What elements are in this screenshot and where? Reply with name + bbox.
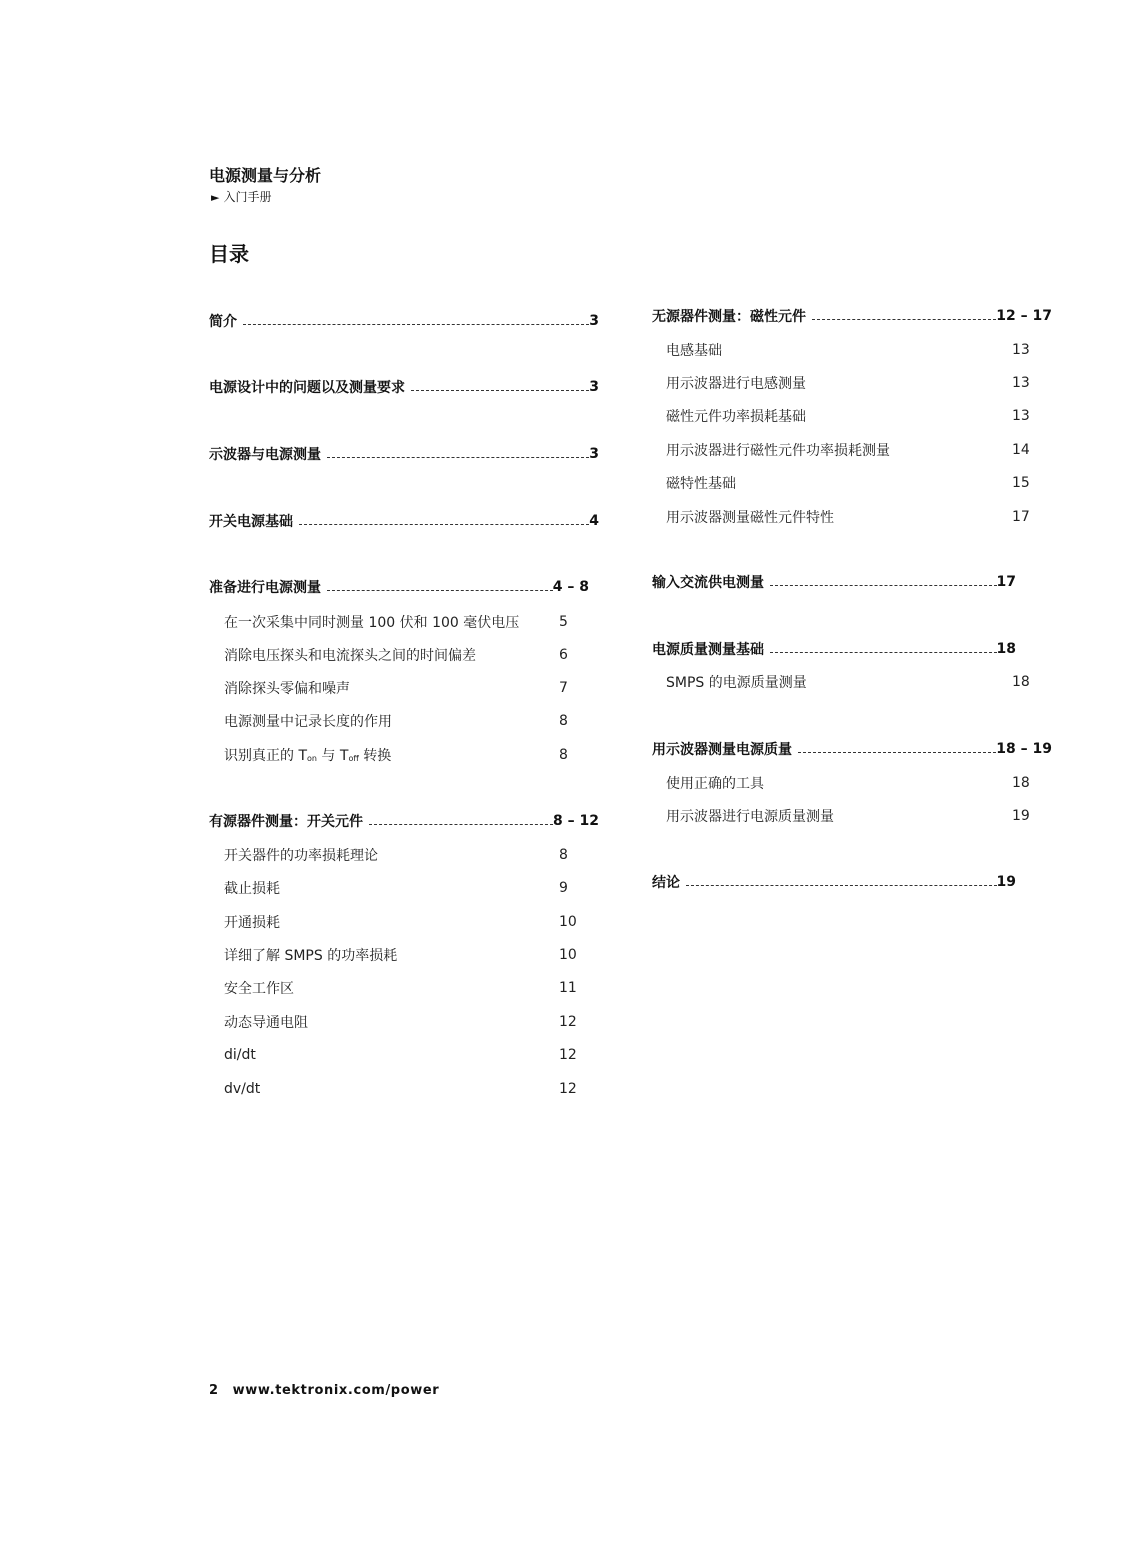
toc-subentry-title: 消除电压探头和电流探头之间的时间偏差: [224, 648, 476, 664]
text-fragment: 识别真正的: [224, 748, 299, 764]
document-title: 电源测量与分析: [209, 166, 322, 185]
toc-subentry-title: 消除探头零偏和噪声: [224, 681, 350, 697]
text-fragment: 转换: [358, 748, 392, 764]
toc-entry-page: 4 – 8: [552, 579, 589, 595]
toc-subentry[interactable]: [666, 405, 1052, 427]
toc-entry-page: 3: [589, 313, 599, 329]
toc-subentry-page: 8: [559, 713, 568, 729]
toc-subentry-page: 12: [559, 1081, 577, 1097]
toc-entry-page: 3: [589, 446, 599, 462]
toc-subentry-title: 用示波器进行电感测量: [666, 376, 806, 392]
toc-subentry-page: 9: [559, 880, 568, 896]
toc-subentry[interactable]: [224, 944, 599, 966]
toc-subentry-title: 用示波器测量磁性元件特性: [666, 510, 834, 526]
toc-entry-page: 17: [996, 574, 1016, 590]
toc-entry-page: 18 – 19: [996, 741, 1052, 757]
toc-entry-power-quality-scope[interactable]: [652, 738, 1052, 760]
leader-dots: [327, 456, 589, 458]
toc-subentry[interactable]: [224, 644, 599, 666]
toc-entry-ac-input[interactable]: [652, 571, 1016, 593]
toc-subentry-title: di/dt: [224, 1047, 256, 1063]
toc-entry-preparation[interactable]: [209, 576, 589, 598]
toc-entry-title: 开关电源基础: [209, 514, 293, 530]
toc-subentry-page: 13: [1012, 408, 1030, 424]
toc-subentry[interactable]: [224, 677, 599, 699]
leader-dots: [299, 523, 589, 525]
toc-subentry[interactable]: [224, 977, 599, 999]
toc-entry-title: 电源设计中的问题以及测量要求: [209, 380, 405, 396]
document-subtitle: [211, 188, 271, 207]
toc-subentry[interactable]: [666, 439, 1052, 461]
toc-subentry-page: 7: [559, 680, 568, 696]
toc-subentry[interactable]: [224, 1078, 599, 1100]
toc-entry-oscilloscope[interactable]: [209, 443, 599, 465]
toc-entry-title: 结论: [652, 875, 680, 891]
toc-subentry[interactable]: [224, 911, 599, 933]
toc-subentry-title: 动态导通电阻: [224, 1015, 308, 1031]
toc-subentry-title: 在一次采集中同时测量 100 伏和 100 毫伏电压: [224, 615, 520, 631]
leader-dots: [770, 651, 997, 653]
toc-subentry-page: 19: [1012, 808, 1030, 824]
toc-subentry-title: 电源测量中记录长度的作用: [224, 714, 392, 730]
toc-subentry[interactable]: [224, 744, 599, 766]
toc-subentry-title: SMPS 的电源质量测量: [666, 675, 807, 691]
toc-entry-smps-basics[interactable]: [209, 510, 599, 532]
toc-subentry-page: 18: [1012, 775, 1030, 791]
toc-subentry-title: 用示波器进行电源质量测量: [666, 809, 834, 825]
toc-subentry-page: 11: [559, 980, 577, 996]
toc-subentry-page: 10: [559, 914, 577, 930]
toc-subentry[interactable]: [224, 844, 599, 866]
toc-subentry-page: 17: [1012, 509, 1030, 525]
text-fragment: T: [339, 748, 349, 764]
toc-entry-conclusion[interactable]: [652, 871, 1016, 893]
toc-subentry[interactable]: [666, 671, 1052, 693]
toc-subentry[interactable]: [224, 877, 599, 899]
toc-subentry-title: 开通损耗: [224, 915, 280, 931]
toc-entry-title: 准备进行电源测量: [209, 580, 321, 596]
toc-subentry[interactable]: [224, 1011, 599, 1033]
toc-entry-title: 无源器件测量：磁性元件: [652, 309, 806, 325]
toc-subentry-title: 详细了解 SMPS 的功率损耗: [224, 948, 398, 964]
subscript: off: [348, 754, 359, 763]
toc-heading: 目录: [209, 242, 249, 266]
toc-entry-title: 输入交流供电测量: [652, 575, 764, 591]
leader-dots: [243, 323, 589, 325]
toc-subentry[interactable]: [224, 611, 599, 633]
leader-dots: [812, 318, 996, 320]
toc-entry-title: 用示波器测量电源质量: [652, 742, 792, 758]
toc-subentry-title: 安全工作区: [224, 981, 294, 997]
toc-entry-passive-devices[interactable]: [652, 305, 1052, 327]
toc-subentry-page: 10: [559, 947, 577, 963]
toc-subentry-page: 14: [1012, 442, 1030, 458]
toc-entry-design-issues[interactable]: [209, 376, 599, 398]
leader-dots: [770, 584, 997, 586]
toc-entry-page: 3: [589, 379, 599, 395]
leader-dots: [411, 389, 589, 391]
toc-subentry-page: 8: [559, 747, 568, 763]
toc-subentry-page: 8: [559, 847, 568, 863]
toc-subentry-page: 6: [559, 647, 568, 663]
subscript: on: [307, 754, 317, 763]
toc-entry-title: 电源质量测量基础: [652, 642, 764, 658]
toc-subentry-page: 18: [1012, 674, 1030, 690]
page-footer: [209, 1382, 439, 1400]
toc-subentry[interactable]: [224, 710, 599, 732]
text-fragment: T: [298, 748, 308, 764]
toc-entry-title: 有源器件测量：开关元件: [209, 814, 363, 830]
toc-subentry-page: 12: [559, 1047, 577, 1063]
page-number: 2: [209, 1383, 219, 1398]
toc-subentry-title: 使用正确的工具: [666, 776, 764, 792]
toc-subentry[interactable]: [666, 472, 1052, 494]
toc-subentry[interactable]: [224, 1044, 599, 1066]
toc-entry-page: 18: [996, 641, 1016, 657]
text-fragment: 与: [316, 748, 340, 764]
toc-subentry-title: 电感基础: [666, 343, 722, 359]
toc-subentry-title: 用示波器进行磁性元件功率损耗测量: [666, 443, 890, 459]
toc-subentry-page: 13: [1012, 342, 1030, 358]
toc-entry-page: 12 – 17: [996, 308, 1052, 324]
toc-subentry[interactable]: [666, 372, 1052, 394]
toc-subentry-page: 5: [559, 614, 568, 630]
toc-entry-intro[interactable]: [209, 310, 599, 332]
toc-subentry[interactable]: [666, 506, 1052, 528]
toc-entry-power-quality-basics[interactable]: [652, 638, 1016, 660]
toc-entry-page: 8 – 12: [553, 813, 599, 829]
leader-dots: [369, 823, 553, 825]
toc-subentry[interactable]: [666, 772, 1052, 794]
toc-subentry-title: 开关器件的功率损耗理论: [224, 848, 378, 864]
toc-entry-title: 简介: [209, 314, 237, 330]
toc-subentry-title: 截止损耗: [224, 881, 280, 897]
toc-entry-title: 示波器与电源测量: [209, 447, 321, 463]
toc-entry-active-devices[interactable]: [209, 810, 599, 832]
toc-subentry[interactable]: [666, 805, 1052, 827]
toc-entry-page: 4: [589, 513, 599, 529]
triangle-right-icon: ►: [211, 191, 220, 204]
toc-subentry-page: 15: [1012, 475, 1030, 491]
toc-subentry[interactable]: [666, 339, 1052, 361]
toc-subentry-page: 12: [559, 1014, 577, 1030]
toc-subentry-page: 13: [1012, 375, 1030, 391]
footer-url[interactable]: www.tektronix.com/power: [232, 1383, 440, 1398]
leader-dots: [686, 884, 997, 886]
leader-dots: [327, 589, 553, 591]
toc-subentry-title: 磁性元件功率损耗基础: [666, 409, 806, 425]
subtitle-text: 入门手册: [223, 190, 272, 204]
toc-subentry-title: dv/dt: [224, 1081, 261, 1097]
leader-dots: [798, 751, 996, 753]
toc-entry-page: 19: [996, 874, 1016, 890]
toc-subentry-title: [224, 745, 559, 765]
toc-subentry-title: 磁特性基础: [666, 476, 736, 492]
